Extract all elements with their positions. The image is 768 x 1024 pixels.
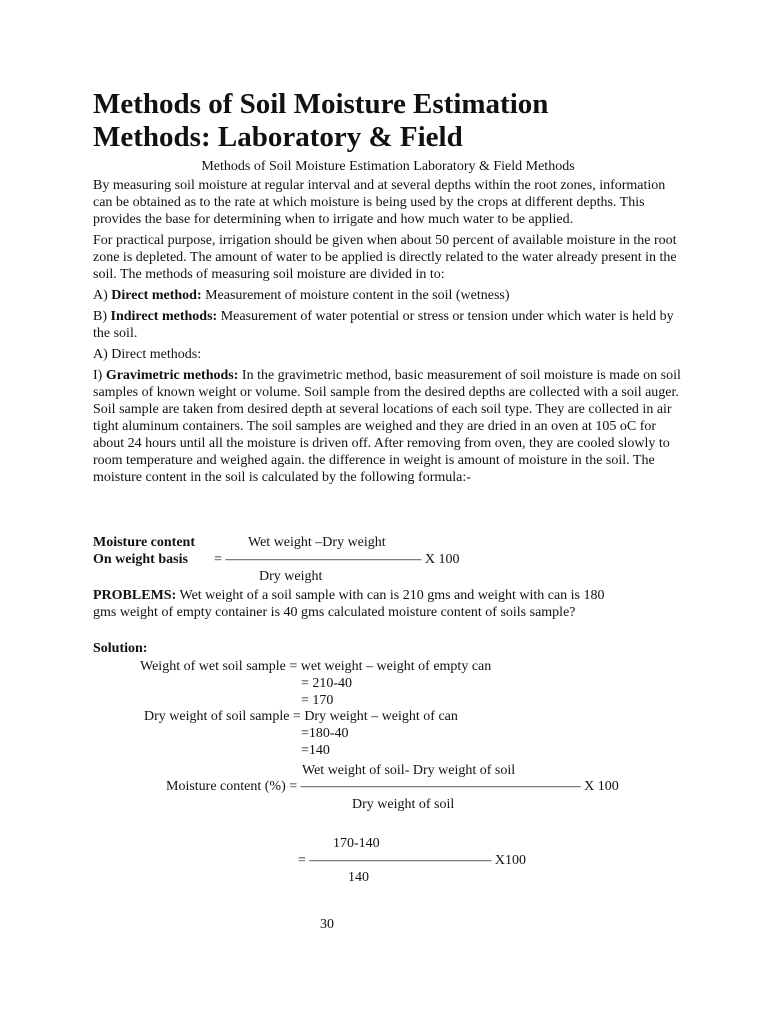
solution-line-2: = 210-40	[301, 676, 353, 691]
solution-label: Solution:	[93, 641, 148, 656]
formula-fraction-line: = —————————————— X 100	[214, 552, 460, 567]
solution-line-7: Wet weight of soil- Dry weight of soil	[302, 763, 516, 778]
solution-line-10: 170-140	[333, 836, 380, 851]
solution-line-9: Dry weight of soil	[352, 797, 455, 812]
formula-label-2: On weight basis	[93, 552, 188, 567]
solution-line-3: = 170	[301, 693, 334, 708]
formula-label-1: Moisture content	[93, 535, 195, 550]
solution-line-11: = ————————————— X100	[298, 853, 527, 868]
document-page	[93, 88, 683, 490]
solution-line-4: Dry weight of soil sample = Dry weight – weight of can	[144, 709, 458, 724]
problem-statement: PROBLEMS: Wet weight of a soil sample with can is 210 gms and weight with can is 180 gms weight of empty container is 40 gms calculated moisture content of soils sample?	[93, 588, 605, 620]
page-number: 30	[320, 917, 334, 932]
paragraph-practical: For practical purpose, irrigation should be given when about 50 percent of available moisture in the root zone is depleted. The amount of water to be applied is directly related to the water already present in the soil. The methods of measuring soil moisture are divided in to:	[93, 233, 677, 282]
direct-methods-heading: A) Direct methods:	[93, 347, 202, 362]
paragraph-intro: By measuring soil moisture at regular interval and at several depths within the root zones, information can be obtained as to the rate at which moisture is being used by the crops at different depths. This provides the base for determining when to irrigate and how much water to be applied.	[93, 178, 666, 227]
title-line-2: Methods: Laboratory & Field	[93, 121, 463, 153]
subtitle: Methods of Soil Moisture Estimation Laboratory & Field Methods	[201, 159, 575, 174]
page-title	[93, 88, 683, 154]
paragraph-gravimetric: I) Gravimetric methods: In the gravimetric method, basic measurement of soil moisture is made on soil samples of known weight or volume. Soil sample from the desired depths are collected with a soil auger. Soil sample are taken from desired depth at several locations of each soil type. They are collected in air tight aluminum containers. The soil samples are weighed and they are dried in an oven at 105 oC for about 24 hours until all the moisture is driven off. After removing from oven, they are cooled slowly to room temperature and weighed again. the difference in weight is amount of moisture in the soil. The moisture content in the soil is calculated by the following formula:-	[93, 368, 681, 485]
solution-line-1: Weight of wet soil sample = wet weight – weight of empty can	[140, 659, 492, 674]
item-direct-method: A) Direct method: Measurement of moisture content in the soil (wetness)	[93, 288, 510, 303]
solution-line-12: 140	[348, 870, 369, 885]
formula-numerator: Wet weight –Dry weight	[248, 535, 386, 550]
title-line-1: Methods of Soil Moisture Estimation	[93, 88, 549, 120]
formula-denominator: Dry weight	[259, 569, 323, 584]
solution-line-8: Moisture content (%) = ———————————————————— X 100	[166, 779, 619, 794]
item-indirect-method: B) Indirect methods: Measurement of water potential or stress or tension under which water is held by the soil.	[93, 309, 674, 341]
solution-line-6: =140	[301, 743, 330, 758]
solution-line-5: =180-40	[301, 726, 349, 741]
